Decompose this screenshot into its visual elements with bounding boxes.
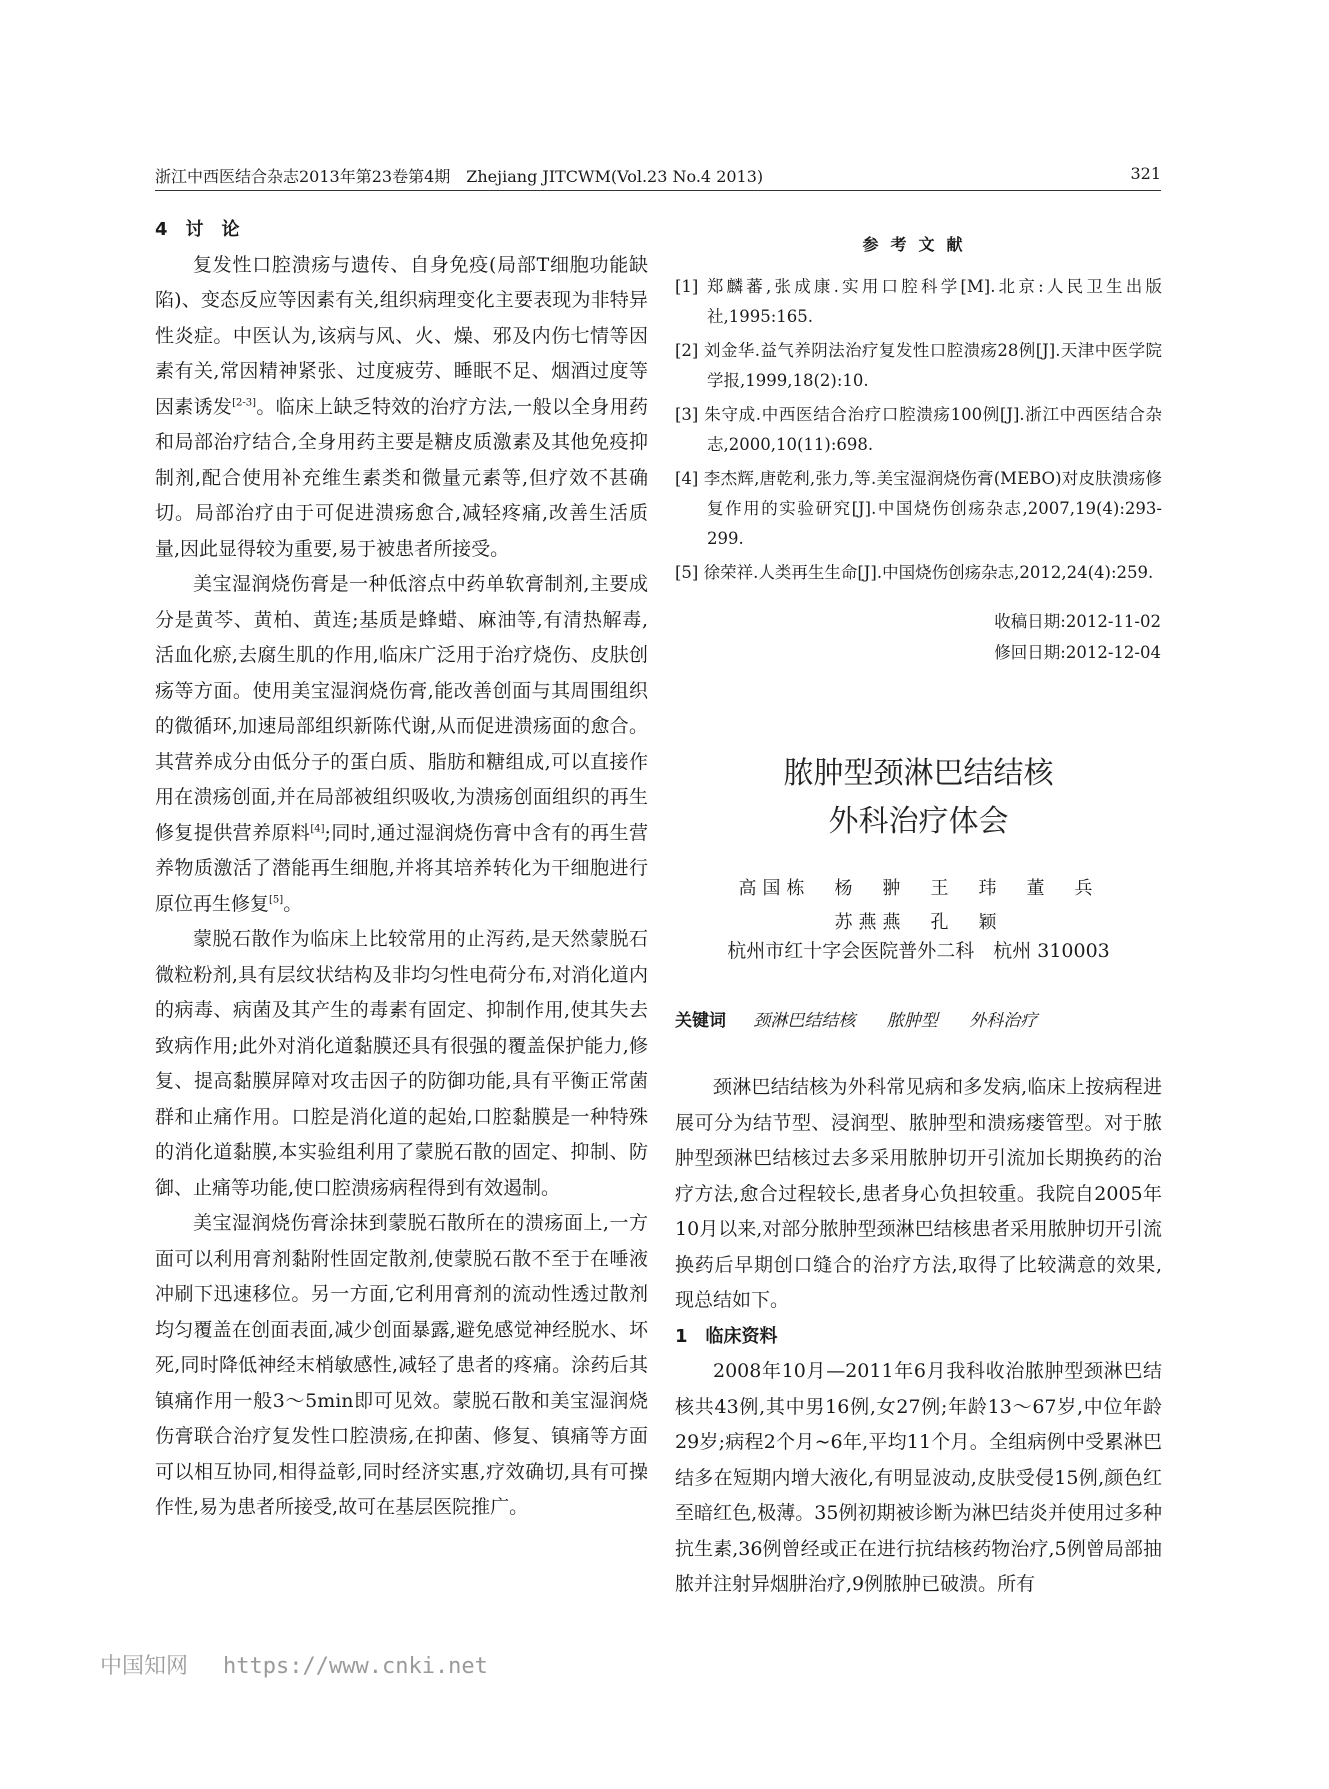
article-title-line: 脓肿型颈淋巴结结核 <box>783 756 1054 791</box>
reference-item: [5] 徐荣祥.人类再生生命[J].中国烧伤创疡杂志,2012,24(4):259. <box>675 563 1154 582</box>
revised-date: 修回日期:2012-12-04 <box>994 643 1161 662</box>
cnki-logo: 中国知网 <box>100 1654 189 1679</box>
cnki-url[interactable]: https://www.cnki.net <box>223 1654 488 1679</box>
section-heading-clinical-data: 1 临床资料 <box>675 1325 778 1347</box>
paragraph: 美宝湿润烧伤膏涂抹到蒙脱石散所在的溃疡面上,一方面可以利用膏剂黏附性固定散剂,使蒙脱石散不至于在唾液冲刷下迅速移位。另一方面,它利用膏剂的流动性透过散剂均匀覆盖在创面表面,减少创面暴露,避免感觉神经脱水、坏死,同时降低神经末梢敏感性,减轻了患者的疼痛。涂药后其镇痛作用一般3～5min即可见效。蒙脱石散和美宝湿润烧伤膏联合治疗复发性口腔溃疡,在抑菌、修复、镇痛等方面可以相互协同,相得益彰,同时经济实惠,疗效确切,具有可操作性,易为患者所接受,故可在基层医院推广。 <box>155 1212 648 1518</box>
paragraph: 蒙脱石散作为临床上比较常用的止泻药,是天然蒙脱石微粒粉剂,具有层纹状结构及非均匀性电荷分布,对消化道内的病毒、病菌及其产生的毒素有固定、抑制作用,使其失去致病作用;此外对消化道黏膜还具有很强的覆盖保护能力,修复、提高黏膜屏障对攻击因子的防御功能,具有平衡正常菌群和止痛作用。口腔是消化道的起始,口腔黏膜是一种特殊的消化道黏膜,本实验组利用了蒙脱石散的固定、抑制、防御、止痛等功能,使口腔溃疡病程得到有效遏制。 <box>155 928 648 1199</box>
authors-line: 高国栋 杨 翀 王 玮 董 兵 <box>738 878 1099 899</box>
reference-item: [1] 郑麟蕃,张成康.实用口腔科学[M].北京:人民卫生出版社,1995:165. <box>675 277 1162 326</box>
keyword: 外科治疗 <box>969 1011 1038 1031</box>
keyword: 脓肿型 <box>886 1011 938 1031</box>
references-list <box>675 272 1162 592</box>
received-date: 收稿日期:2012-11-02 <box>994 612 1161 631</box>
paragraph: 美宝湿润烧伤膏是一种低溶点中药单软膏制剂,主要成分是黄芩、黄柏、黄连;基质是蜂蜡、麻油等,有清热解毒,活血化瘀,去腐生肌的作用,临床广泛用于治疗烧伤、皮肤创疡等方面。使用美宝湿润烧伤膏,能改善创面与其周围组织的微循环,加速局部组织新陈代谢,从而促进溃疡面的愈合。其营养成分由低分子的蛋白质、脂肪和糖组成,可以直接作用在溃疡创面,并在局部被组织吸收,为溃疡创面组织的再生修复提供营养原料[4];同时,通过湿润烧伤膏中含有的再生营养物质激活了潜能再生细胞,并将其培养转化为干细胞进行原位再生修复[5]。 <box>155 573 648 915</box>
section-heading-discussion: 4 讨 论 <box>155 219 240 240</box>
right-column-body <box>675 1070 1162 1603</box>
keywords-label: 关键词 <box>675 1011 726 1031</box>
reference-item: [4] 李杰辉,唐乾利,张力,等.美宝湿润烧伤膏(MEBO)对皮肤溃疡修复作用的实验研究[J].中国烧伤创疡杂志,2007,19(4):293-299. <box>675 469 1162 548</box>
reference-item: [3] 朱守成.中西医结合治疗口腔溃疡100例[J].浙江中西医结合杂志,2000,10(11):698. <box>675 405 1162 454</box>
keyword: 颈淋巴结结核 <box>753 1011 856 1031</box>
paragraph: 2008年10月—2011年6月我科收治脓肿型颈淋巴结核共43例,其中男16例,女27例;年龄13～67岁,中位年龄29岁;病程2个月~6年,平均11个月。全组病例中受累淋巴结多在短期内增大液化,有明显波动,皮肤受侵15例,颜色红至暗红色,极薄。35例初期被诊断为淋巴结炎并使用过多种抗生素,36例曾经或正在进行抗结核药物治疗,5例曾局部抽脓并注射异烟肼治疗,9例脓肿已破溃。所有 <box>675 1360 1162 1595</box>
affiliation: 杭州市红十字会医院普外二科 杭州 310003 <box>727 940 1110 962</box>
article-dates <box>994 606 1161 668</box>
cnki-watermark <box>100 1649 488 1680</box>
citation: [4] <box>310 823 325 835</box>
article-title <box>675 750 1162 846</box>
keywords <box>675 1006 1162 1031</box>
article-title-line: 外科治疗体会 <box>828 804 1009 839</box>
citation: [2-3] <box>232 397 257 409</box>
left-column <box>155 212 648 1526</box>
intro-paragraph: 颈淋巴结结核为外科常见病和多发病,临床上按病程进展可分为结节型、浸润型、脓肿型和溃疡瘘管型。对于脓肿型颈淋巴结核过去多采用脓肿切开引流加长期换药的治疗方法,愈合过程较长,患者身心负担较重。我院自2005年10月以来,对部分脓肿型颈淋巴结核患者采用脓肿切开引流换药后早期创口缝合的治疗方法,取得了比较满意的效果,现总结如下。 <box>675 1076 1162 1311</box>
running-header <box>155 160 1161 191</box>
citation: [5] <box>269 894 284 906</box>
reference-item: [2] 刘金华.益气养阴法治疗复发性口腔溃疡28例[J].天津中医学院学报,1999,18(2):10. <box>675 341 1162 390</box>
author-list <box>675 872 1162 940</box>
page-number: 321 <box>1130 164 1161 183</box>
paragraph: 复发性口腔溃疡与遗传、自身免疫(局部T细胞功能缺陷)、变态反应等因素有关,组织病理变化主要表现为非特异性炎症。中医认为,该病与风、火、燥、邪及内伤七情等因素有关,常因精神紧张、过度疲劳、睡眠不足、烟酒过度等因素诱发[2-3]。临床上缺乏特效的治疗方法,一般以全身用药和局部治疗结合,全身用药主要是糖皮质激素及其他免疫抑制剂,配合使用补充维生素类和微量元素等,但疗效不甚确切。局部治疗由于可促进溃疡愈合,减轻疼痛,改善生活质量,因此显得较为重要,易于被患者所接受。 <box>155 253 648 560</box>
journal-info: 浙江中西医结合杂志2013年第23卷第4期 Zhejiang JITCWM(Vol.23 No.4 2013) <box>155 167 764 186</box>
authors-line: 苏燕燕 孔 颖 <box>834 912 1003 933</box>
references-title: 参考文献 <box>862 235 975 254</box>
